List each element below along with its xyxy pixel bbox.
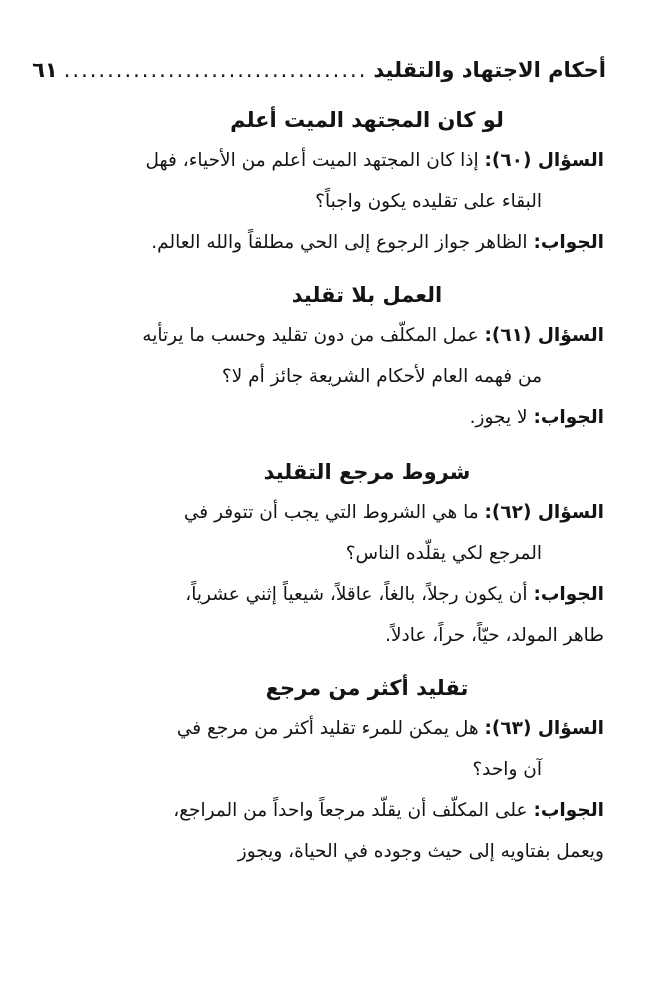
question-paragraph bbox=[130, 140, 604, 181]
question-continuation: من فهمه العام لأحكام الشريعة جائز أم لا؟ bbox=[221, 366, 542, 387]
answer-text: أن يكون رجلاً، بالغاً، عاقلاً، شيعياً إثني عشرياً، bbox=[185, 584, 528, 605]
answer-paragraph bbox=[130, 222, 604, 263]
question-label: السؤال (٦١): bbox=[484, 325, 604, 346]
answer-continuation: ويعمل بفتاويه إلى حيث وجوده في الحياة، ويجوز bbox=[237, 841, 604, 862]
answer-label: الجواب: bbox=[533, 407, 604, 428]
running-header-title: أحكام الاجتهاد والتقليد bbox=[373, 58, 606, 82]
question-paragraph bbox=[130, 315, 604, 356]
question-continuation: آن واحد؟ bbox=[472, 759, 542, 780]
question-label: السؤال (٦٣): bbox=[484, 718, 604, 739]
section-heading: العمل بلا تقليد bbox=[291, 283, 443, 307]
question-label: السؤال (٦٢): bbox=[484, 502, 604, 523]
answer-label: الجواب: bbox=[533, 800, 604, 821]
question-continuation: المرجع لكي يقلّده الناس؟ bbox=[345, 543, 542, 564]
question-text: هل يمكن للمرء تقليد أكثر من مرجع في bbox=[176, 718, 479, 739]
section-heading: شروط مرجع التقليد bbox=[263, 460, 471, 484]
answer-label: الجواب: bbox=[533, 584, 604, 605]
answer-paragraph bbox=[130, 790, 604, 831]
answer-text: لا يجوز. bbox=[469, 407, 528, 428]
answer-text: على المكلّف أن يقلّد مرجعاً واحداً من المراجع، bbox=[173, 800, 528, 821]
section-heading: لو كان المجتهد الميت أعلم bbox=[230, 108, 504, 132]
question-continuation: البقاء على تقليده يكون واجباً؟ bbox=[315, 191, 542, 212]
question-paragraph bbox=[130, 708, 604, 749]
page-content bbox=[130, 100, 604, 872]
page-number: ٦١ bbox=[32, 58, 58, 82]
question-paragraph bbox=[130, 492, 604, 533]
running-header-leader-dots: ................................... bbox=[63, 58, 368, 82]
question-text: إذا كان المجتهد الميت أعلم من الأحياء، فهل bbox=[145, 150, 479, 171]
running-header bbox=[32, 58, 606, 82]
answer-continuation: طاهر المولد، حيّاً، حراً، عادلاً. bbox=[385, 625, 604, 646]
section-heading: تقليد أكثر من مرجع bbox=[265, 676, 469, 700]
answer-paragraph bbox=[130, 574, 604, 615]
answer-label: الجواب: bbox=[533, 232, 604, 253]
question-label: السؤال (٦٠): bbox=[484, 150, 604, 171]
question-text: ما هي الشروط التي يجب أن تتوفر في bbox=[183, 502, 479, 523]
answer-paragraph bbox=[130, 397, 604, 438]
question-text: عمل المكلّف من دون تقليد وحسب ما يرتأيه bbox=[142, 325, 479, 346]
answer-text: الظاهر جواز الرجوع إلى الحي مطلقاً والله العالم. bbox=[151, 232, 528, 253]
